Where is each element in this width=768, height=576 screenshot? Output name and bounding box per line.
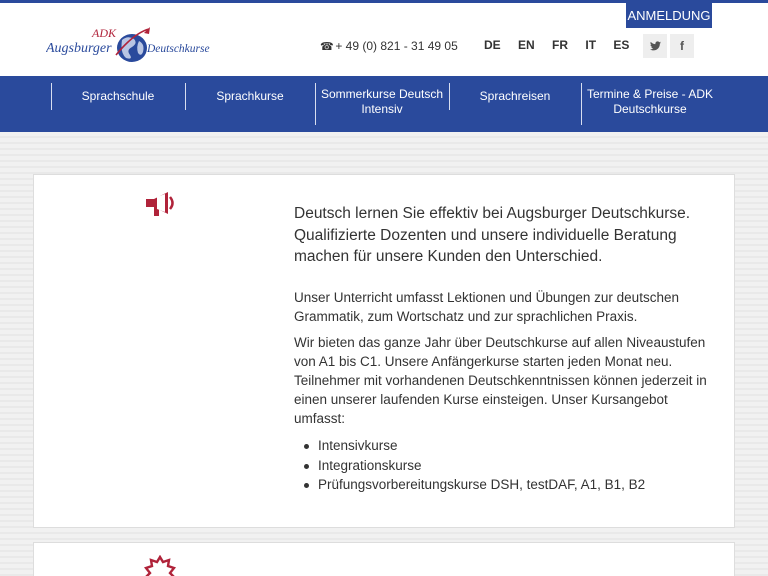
- nav-item-sprachschule[interactable]: Sprachschule: [81, 88, 155, 103]
- intro-paragraph: Wir bieten das ganze Jahr über Deutschkurse auf allen Niveaustufen von A1 bis C1. Unsere Anfängerkurse starten jeden Monat neu. Teilnehmer mit vorhandenen Deutschkenntnissen können jederzeit in einen unserer laufenden Kurse einsteigen. Unser Kursangebot umfasst:: [294, 335, 707, 426]
- nav-item-termine-preise[interactable]: Termine & Preise - ADK Deutschkurse: [586, 87, 714, 116]
- lang-en[interactable]: EN: [518, 38, 535, 52]
- lang-it[interactable]: IT: [585, 38, 597, 52]
- twitter-button[interactable]: [643, 34, 667, 58]
- logo-left-text: Augsburger: [46, 41, 112, 56]
- phone-number[interactable]: [320, 39, 458, 53]
- facebook-icon: f: [680, 39, 684, 53]
- certificate-badge-icon: [142, 555, 178, 576]
- nav-item-sprachreisen[interactable]: Sprachreisen: [479, 88, 551, 103]
- twitter-icon: [650, 41, 661, 51]
- site-header: [0, 3, 768, 76]
- logo-adk-text: ADK: [92, 26, 116, 40]
- intro-paragraph: Unser Unterricht umfasst Lektionen und Übungen zur deutschen Grammatik, zum Wortschatz und zur sprachlichen Praxis.: [294, 290, 679, 324]
- nav-item-sprachkurse[interactable]: Sprachkurse: [216, 88, 284, 103]
- site-logo[interactable]: [46, 25, 226, 69]
- intro-card: [33, 174, 735, 528]
- facebook-button[interactable]: [670, 34, 694, 58]
- second-card: [33, 542, 735, 576]
- phone-icon: ☎: [320, 41, 334, 53]
- nav-item-sommerkurse[interactable]: Sommerkurse Deutsch Intensiv: [320, 87, 444, 116]
- lang-fr[interactable]: FR: [552, 38, 569, 52]
- list-item: Prüfungsvorbereitungskurse DSH, testDAF, A1, B1, B2: [294, 475, 714, 495]
- lang-es[interactable]: ES: [613, 38, 630, 52]
- course-list: [294, 436, 714, 495]
- list-item: Integrationskurse: [294, 456, 714, 476]
- megaphone-icon: [142, 189, 178, 219]
- nav-divider: [581, 83, 582, 125]
- anmeldung-button[interactable]: ANMELDUNG: [626, 3, 712, 28]
- lang-de[interactable]: DE: [484, 38, 501, 52]
- list-item: Intensivkurse: [294, 436, 714, 456]
- language-switcher: [484, 38, 643, 52]
- nav-divider: [315, 83, 316, 125]
- logo-right-text: Deutschkurse: [147, 43, 210, 55]
- main-navigation: [0, 76, 768, 132]
- intro-lead-text: Deutsch lernen Sie effektiv bei Augsburger Deutschkurse. Qualifizierte Dozenten und unsere individuelle Beratung machen für unsere Kunden den Unterschied.: [294, 205, 691, 265]
- phone-text: + 49 (0) 821 - 31 49 05: [335, 39, 458, 53]
